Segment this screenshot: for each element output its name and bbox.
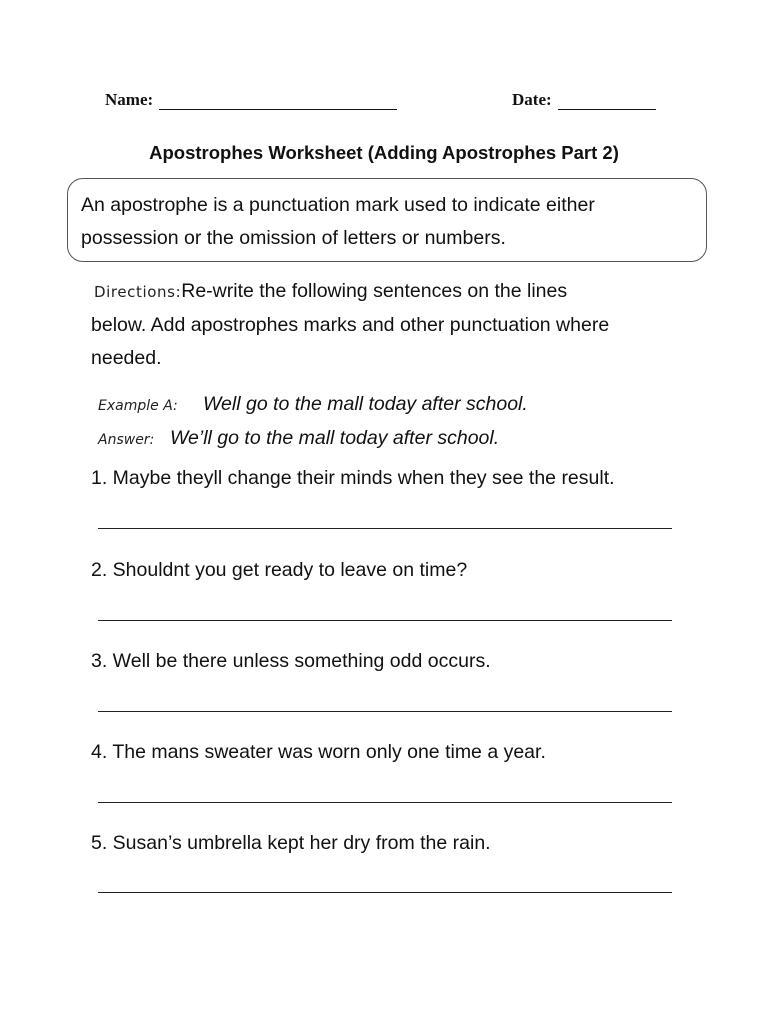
date-label: Date: <box>512 90 552 109</box>
answer-line-4[interactable] <box>98 802 672 803</box>
name-blank-line <box>159 91 397 110</box>
directions-line-1 <box>91 275 691 309</box>
answer-line-5[interactable] <box>98 892 672 893</box>
answer-text: We’ll go to the mall today after school. <box>170 427 500 449</box>
example-row <box>98 388 698 422</box>
definition-line-2: possession or the omission of letters or numbers. <box>81 227 506 249</box>
example-block <box>98 388 698 456</box>
answer-line-2[interactable] <box>98 620 672 621</box>
date-field-group <box>512 90 656 110</box>
worksheet-header <box>105 90 665 118</box>
directions-text-1: Re-write the following sentences on the lines <box>181 280 568 302</box>
question-3: 3. Well be there unless something odd occurs. <box>91 650 491 672</box>
definition-box <box>67 178 707 262</box>
question-2: 2. Shouldnt you get ready to leave on time? <box>91 559 468 581</box>
example-text: Well go to the mall today after school. <box>203 393 528 415</box>
example-label: Example A: <box>98 398 178 414</box>
name-field-group <box>105 90 397 110</box>
directions-line-3: needed. <box>91 347 162 369</box>
question-1: 1. Maybe theyll change their minds when they see the result. <box>91 467 615 489</box>
definition-line-1: An apostrophe is a punctuation mark used to indicate either <box>81 194 595 216</box>
answer-line-3[interactable] <box>98 711 672 712</box>
worksheet-title: Apostrophes Worksheet (Adding Apostrophes Part 2) <box>149 142 619 163</box>
date-blank-line <box>558 91 656 110</box>
question-4: 4. The mans sweater was worn only one time a year. <box>91 741 546 763</box>
answer-line-1[interactable] <box>98 528 672 529</box>
answer-row <box>98 422 698 456</box>
directions-line-2: below. Add apostrophes marks and other punctuation where <box>91 314 610 336</box>
directions-block <box>91 275 691 375</box>
name-label: Name: <box>105 90 154 109</box>
directions-label: Directions: <box>94 283 182 301</box>
question-5: 5. Susan’s umbrella kept her dry from the rain. <box>91 832 491 854</box>
answer-label: Answer: <box>98 432 155 448</box>
